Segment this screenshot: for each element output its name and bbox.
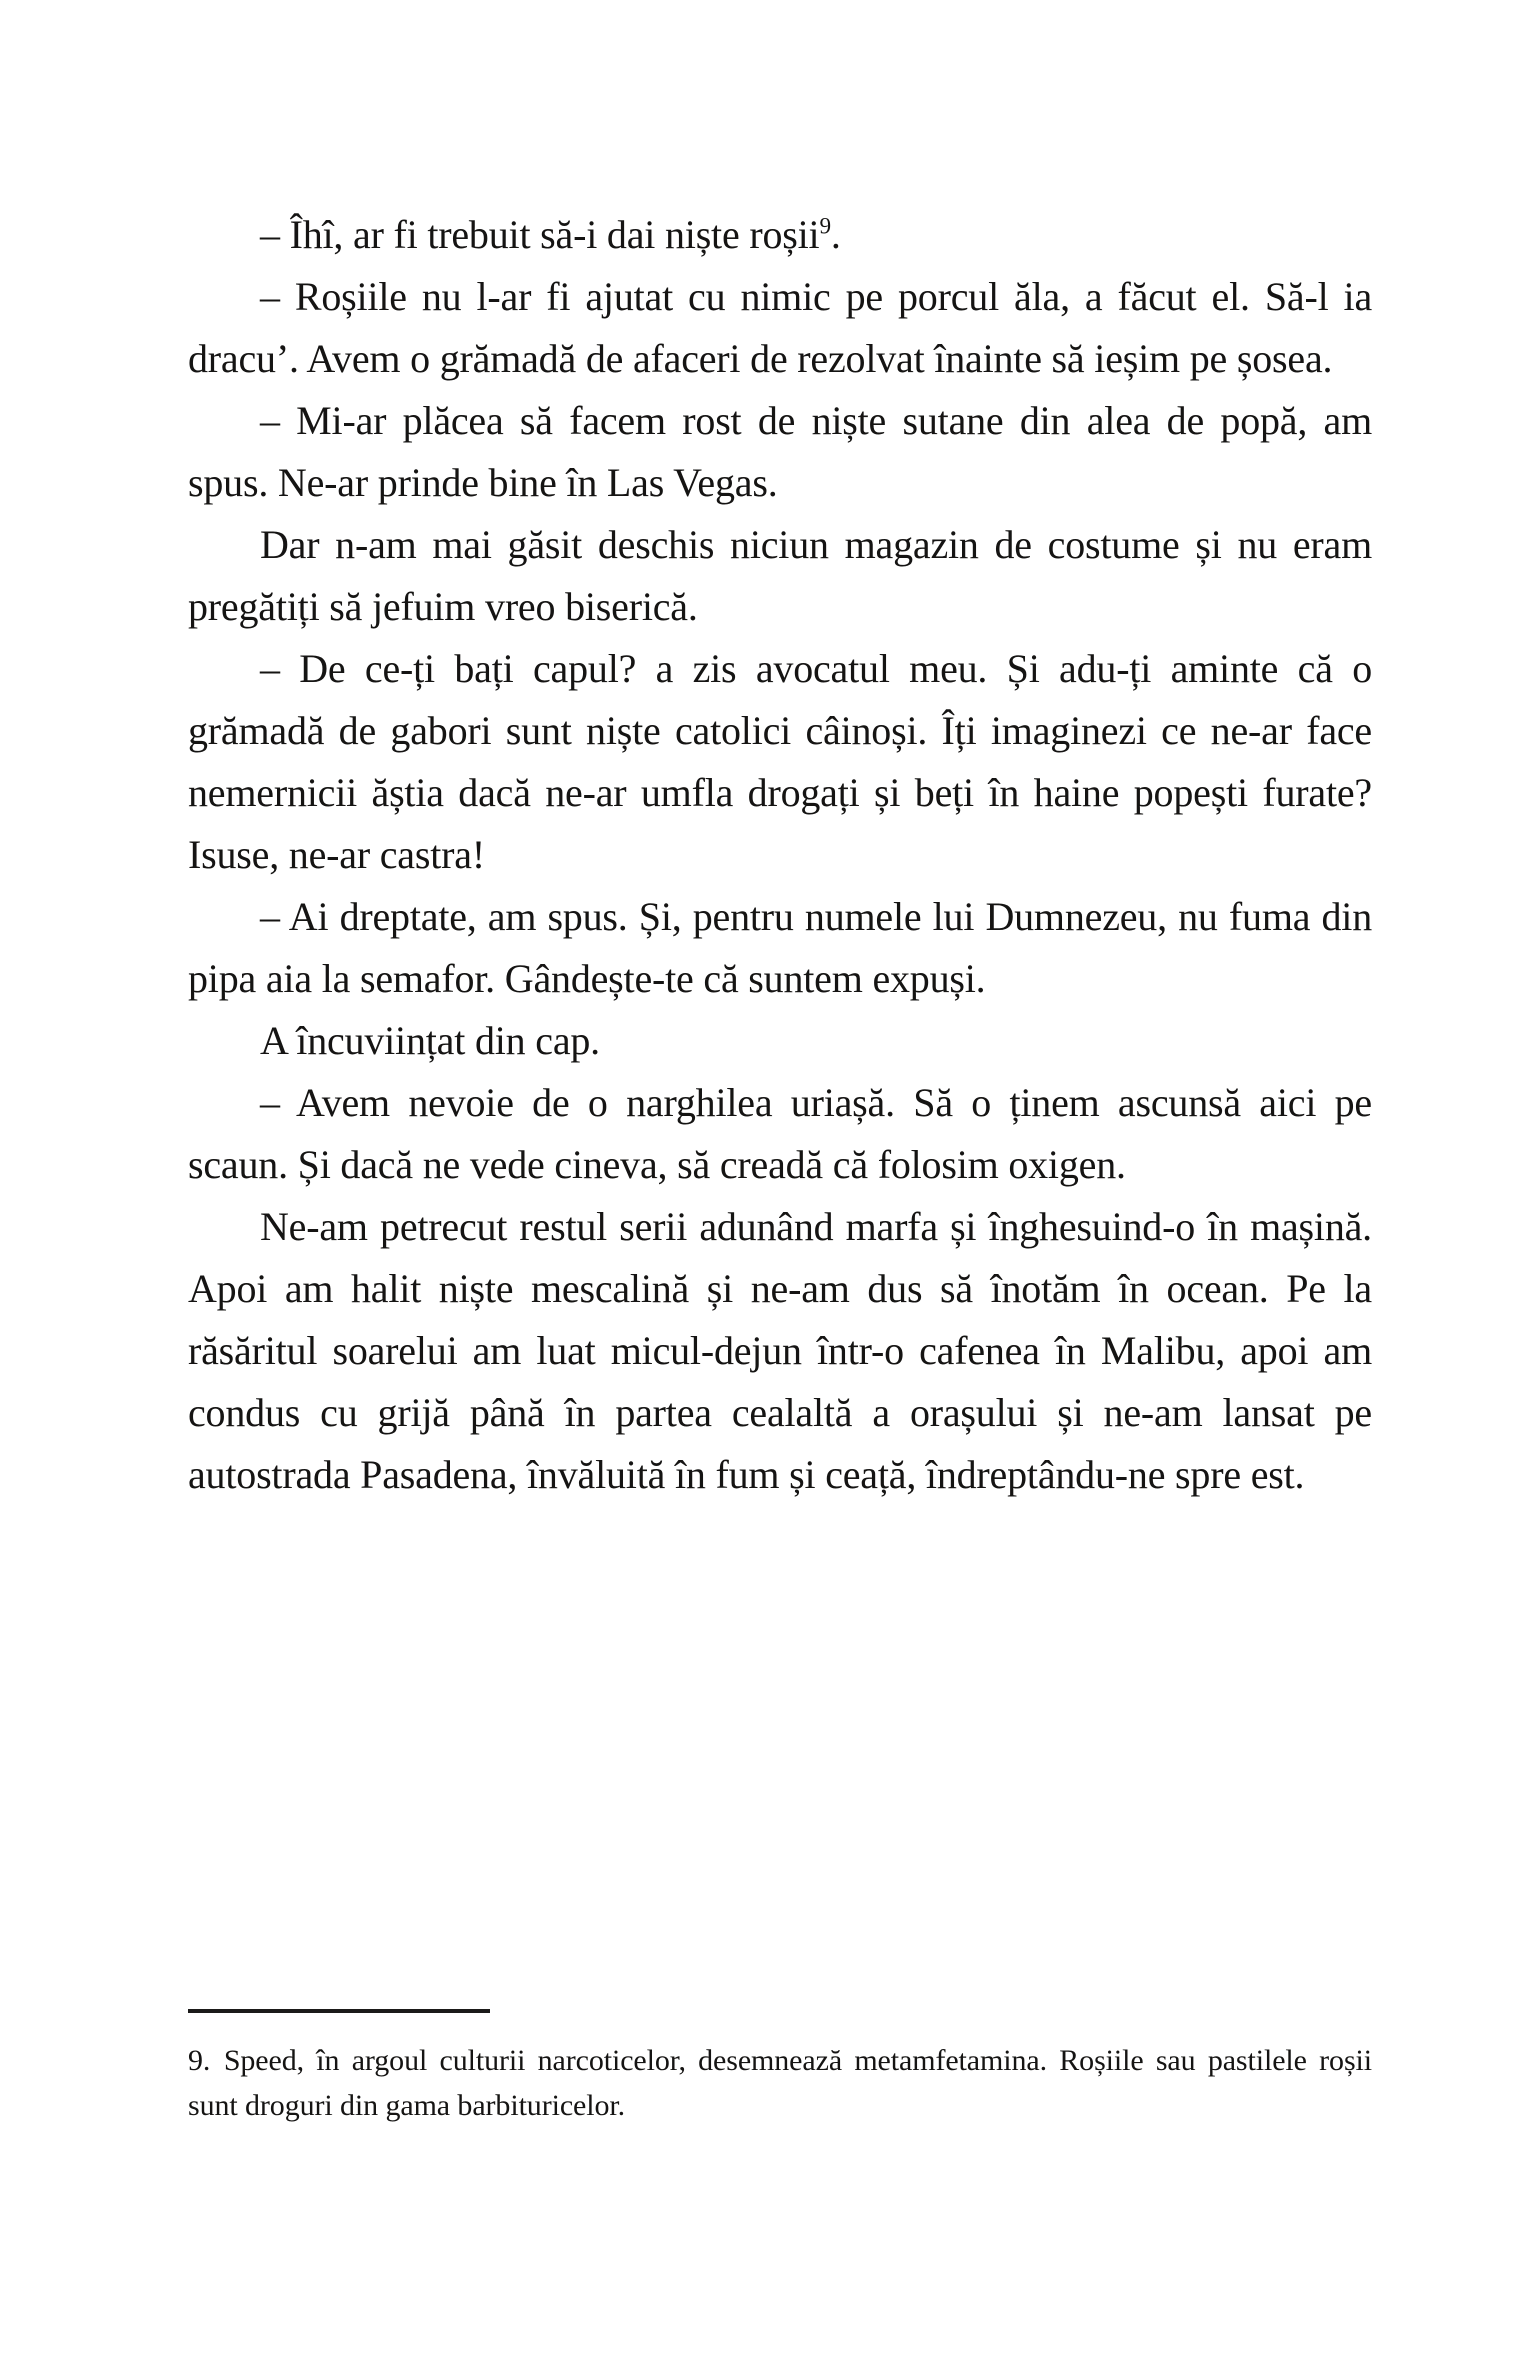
footnote-section xyxy=(188,2009,1372,2128)
paragraph: – De ce-ți bați capul? a zis avocatul meu. Și adu-ți aminte că o grămadă de gabori sunt niște catolici câinoși. Îți imaginezi ce ne-ar face nemernicii ăștia dacă ne-ar umfla drogați și beți în haine popești furate? Isuse, ne-ar castra! xyxy=(188,646,1372,877)
paragraph-text: – Îhî, ar fi trebuit să-i dai niște roșii xyxy=(260,212,820,257)
body-text xyxy=(188,204,1372,1506)
paragraph: – Roșiile nu l-ar fi ajutat cu nimic pe porcul ăla, a făcut el. Să-l ia dracu’. Avem o grămadă de afaceri de rezolvat înainte să ieșim pe șosea. xyxy=(188,274,1372,381)
footnote-text-content: Speed, în argoul culturii narcoticelor, desemnează metamfetamina. Roșiile sau pastilele roșii sunt droguri din gama barbituricelor. xyxy=(188,2044,1372,2122)
paragraph: – Ai dreptate, am spus. Și, pentru numele lui Dumnezeu, nu fuma din pipa aia la semafor. Gândește-te că suntem expuși. xyxy=(188,894,1372,1001)
paragraph-text: . xyxy=(830,212,841,257)
paragraph: – Avem nevoie de o narghilea uriașă. Să o ținem ascunsă aici pe scaun. Și dacă ne vede cineva, să creadă că folosim oxigen. xyxy=(188,1080,1372,1187)
footnote xyxy=(188,2038,1372,2128)
paragraph: Dar n-am mai găsit deschis niciun magazin de costume și nu eram pregătiți să jefuim vreo biserică. xyxy=(188,522,1372,629)
footnote-reference: 9 xyxy=(819,213,831,240)
footnote-number: 9. xyxy=(188,2044,211,2077)
paragraph xyxy=(188,204,1372,266)
paragraph: – Mi-ar plăcea să facem rost de niște sutane din alea de popă, am spus. Ne-ar prinde bine în Las Vegas. xyxy=(188,398,1372,505)
paragraph: A încuviințat din cap. xyxy=(260,1018,600,1063)
footnote-divider xyxy=(188,2009,490,2013)
paragraph: Ne-am petrecut restul serii adunând marfa și înghesuind-o în mașină. Apoi am halit niște mescalină și ne-am dus să înotăm în ocean. Pe la răsăritul soarelui am luat micul-dejun într-o cafenea în Malibu, apoi am condus cu grijă până în partea cealaltă a orașului și ne-am lansat pe autostrada Pasadena, învăluită în fum și ceață, îndreptându-ne spre est. xyxy=(188,1204,1372,1497)
